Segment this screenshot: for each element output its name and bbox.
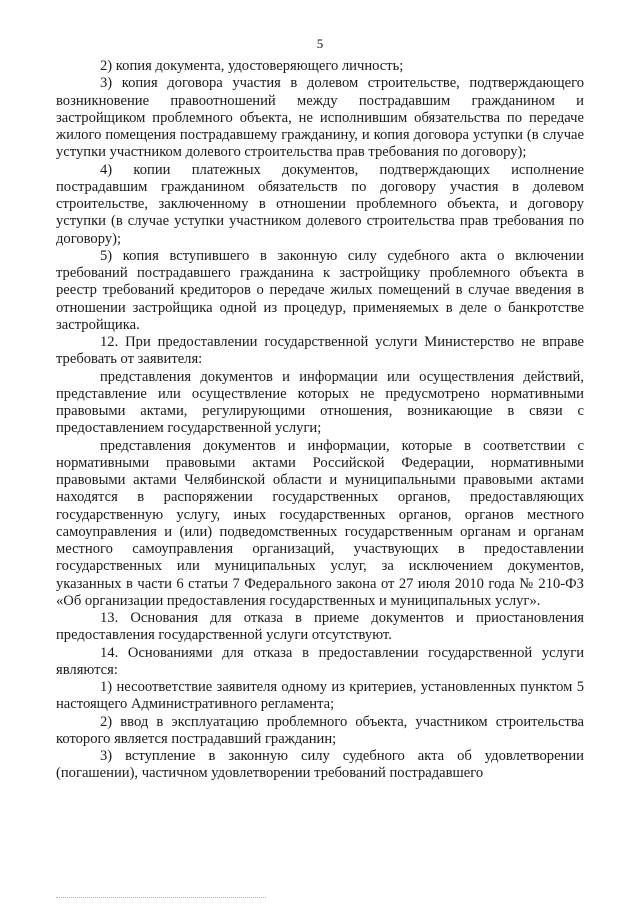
paragraph-section-12: 12. При предоставлении государственной услуги Министерство не вправе требовать от заявителя: <box>56 334 584 368</box>
paragraph-item-4-payment-documents: 4) копии платежных документов, подтверждающих исполнение пострадавшим гражданином обязательств по договору участия в долевом строительстве, заключенному в отношении проблемного объекта, и договору уступки (в случае уступки участником долевого строительства прав требования по договору); <box>56 161 584 247</box>
paragraph-section-14-item-1: 1) несоответствие заявителя одному из критериев, установленных пунктом 5 настоящего Административного регламента; <box>56 679 584 713</box>
paragraph-item-3-equity-contract: 3) копия договора участия в долевом строительстве, подтверждающего возникновение правоотношений между пострадавшим гражданином и застройщиком проблемного объекта, не исполнившим обязательства по передаче жилого помещения пострадавшему гражданину, и копия договора уступки (в случае уступки участником долевого строительства прав требования по договору); <box>56 75 584 161</box>
paragraph-section-14-item-2: 2) ввод в эксплуатацию проблемного объекта, участником строительства которого является пострадавший гражданин; <box>56 713 584 747</box>
paragraph-section-14: 14. Основаниями для отказа в предоставлении государственной услуги являются: <box>56 644 584 678</box>
paragraph-item-5-court-act: 5) копия вступившего в законную силу судебного акта о включении требований пострадавшего гражданина к застройщику проблемного объекта в реестр требований кредиторов о передаче жилых помещений в случае введения в отношении застройщика одной из процедур, применяемых в деле о банкротстве застройщика. <box>56 247 584 333</box>
document-page <box>56 36 584 783</box>
paragraph-section-13: 13. Основания для отказа в приеме документов и приостановления предоставления государственной услуги отсутствуют. <box>56 610 584 644</box>
paragraph-item-2-identity-document: 2) копия документа, удостоверяющего личность; <box>100 58 404 74</box>
paragraph-section-14-item-3: 3) вступление в законную силу судебного акта об удовлетворении (погашении), частичном удовлетворении требований пострадавшего <box>56 748 584 782</box>
footer-rule <box>56 897 266 898</box>
paragraph-section-12-clause-2: представления документов и информации, которые в соответствии с нормативными правовыми актами Российской Федерации, нормативными правовыми актами Челябинской области и муниципальными правовыми актами находятся в распоряжении государственных органов, предоставляющих государственную услугу, иных государственных органов, органов местного самоуправления и (или) подведомственных государственным органам и органам местного самоуправления организаций, участвующих в предоставлении государственных или муниципальных услуг, за исключением документов, указанных в части 6 статьи 7 Федерального закона от 27 июля 2010 года № 210-ФЗ «Об организации предоставления государственных и муниципальных услуг». <box>56 437 584 609</box>
paragraph-section-12-clause-1: представления документов и информации или осуществления действий, представление или осуществление которых не предусмотрено нормативными правовыми актами, регулирующими отношения, возникающие в связи с предоставлением государственной услуги; <box>56 368 584 437</box>
page-number: 5 <box>316 36 324 51</box>
